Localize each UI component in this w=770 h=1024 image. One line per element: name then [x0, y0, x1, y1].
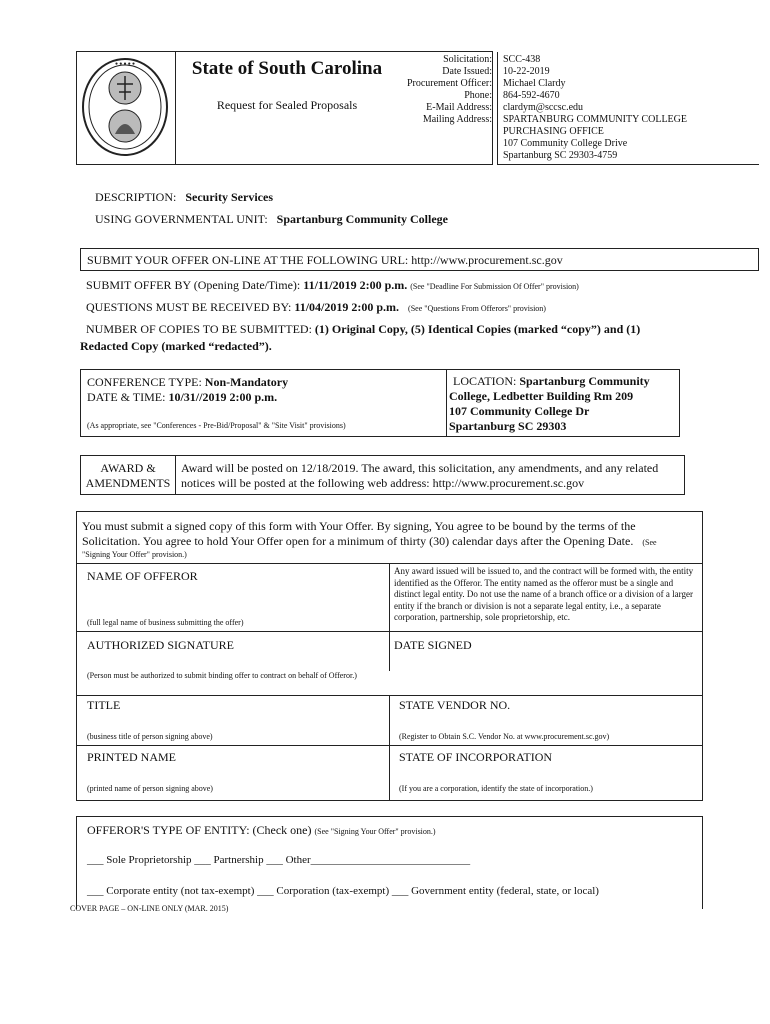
printed-name-field[interactable]	[187, 749, 385, 777]
signature-label: AUTHORIZED SIGNATURE	[87, 638, 234, 652]
meta-value: 107 Community College Drive	[503, 138, 628, 149]
meta-label: Mailing Address:	[422, 114, 492, 125]
copies-row	[86, 322, 640, 337]
questions-value: 11/04/2019 2:00 p.m.	[294, 300, 400, 314]
entity-heading-note: (See "Signing Your Offer" provision.)	[314, 827, 436, 836]
signing-intro-note-1: (See	[642, 538, 657, 547]
meta-divider	[497, 52, 498, 164]
description-value: Security Services	[185, 190, 273, 204]
entity-options-1[interactable]: ___ Sole Proprietorship ___ Partnership ___ Other_____________________________	[87, 854, 471, 866]
description-label: DESCRIPTION:	[95, 190, 177, 204]
date-signed-label: DATE SIGNED	[394, 638, 472, 652]
copies-label: NUMBER OF COPIES TO BE SUBMITTED:	[86, 322, 312, 336]
meta-value: Spartanburg SC 29303-4759	[503, 150, 618, 161]
location-line-3: 107 Community College Dr	[449, 404, 590, 418]
offeror-name-field[interactable]	[87, 582, 382, 616]
location-box	[446, 369, 680, 437]
location-line-4: Spartanburg SC 29303	[449, 419, 567, 433]
incorporation-note: (If you are a corporation, identify the state of incorporation.)	[399, 784, 593, 793]
title-note: (business title of person signing above)	[87, 732, 213, 741]
conference-type-value: Non-Mandatory	[204, 375, 289, 389]
award-entity-note: Any award issued will be issued to, and the contract will be formed with, the entity identified as the Offeror. The entity named as the offeror must be a single and distinct legal entity. Do not use the name of a branch office or a division of a larger entity if the branch or division is not a separate legal entity, i.e., a separate corporation, partnership, sole proprietorship, etc.	[394, 566, 694, 622]
printed-name-label: PRINTED NAME	[87, 750, 176, 764]
questions-row	[86, 300, 546, 315]
governmental-unit-label: USING GOVERNMENTAL UNIT:	[95, 212, 268, 226]
offeror-name-note: (full legal name of business submitting the offer)	[87, 618, 244, 627]
conference-date-label: DATE & TIME:	[87, 390, 166, 404]
vendor-no-label: STATE VENDOR NO.	[399, 698, 511, 712]
grid-divider	[389, 631, 390, 671]
entity-options-2[interactable]: ___ Corporate entity (not tax-exempt) ___ Corporation (tax-exempt) ___ Government entity (federal, state, or local)	[87, 885, 599, 897]
date-signed-field[interactable]	[477, 636, 697, 666]
submit-by-value: 11/11/2019 2:00 p.m.	[303, 278, 408, 292]
conference-type-label: CONFERENCE TYPE:	[87, 375, 202, 389]
solicitation-meta-labels	[388, 54, 492, 126]
title-field[interactable]	[137, 697, 385, 725]
signing-intro-1: You must submit a signed copy of this form with Your Offer. By signing, You agree to be bound by the terms of the	[82, 519, 636, 533]
submit-by-note: (See "Deadline For Submission Of Offer" provision)	[410, 282, 579, 291]
vendor-no-field[interactable]	[527, 697, 697, 725]
location-line-2: College, Ledbetter Building Rm 209	[449, 389, 634, 403]
page-subtitle: Request for Sealed Proposals	[216, 98, 358, 112]
meta-value: SCC-438	[503, 54, 541, 65]
award-text-1: Award will be posted on 12/18/2019. The award, this solicitation, any amendments, and any related	[181, 461, 659, 475]
signing-section	[76, 511, 703, 801]
submit-by-label: SUBMIT OFFER BY (Opening Date/Time):	[86, 278, 301, 292]
meta-label: Procurement Officer:	[406, 78, 492, 89]
governmental-unit-row	[95, 212, 448, 227]
entity-heading-row	[87, 823, 436, 838]
title-label: TITLE	[87, 698, 121, 712]
signature-field[interactable]	[227, 636, 385, 666]
footer-text: COVER PAGE – ON-LINE ONLY (MAR. 2015)	[70, 904, 229, 913]
meta-value: PURCHASING OFFICE	[503, 126, 604, 137]
meta-label: Solicitation:	[443, 54, 492, 65]
signature-note: (Person must be authorized to submit binding offer to contract on behalf of Offeror.)	[87, 671, 357, 680]
location-line-1	[453, 374, 650, 389]
meta-bottom-rule	[497, 164, 759, 165]
meta-value: 10-22-2019	[503, 66, 550, 77]
meta-value: clardym@sccsc.edu	[503, 102, 584, 113]
governmental-unit-value: Spartanburg Community College	[276, 212, 448, 226]
award-text-box	[175, 455, 685, 495]
award-label-2: AMENDMENTS	[85, 476, 171, 490]
meta-label: Date Issued:	[442, 66, 492, 77]
conference-note: (As appropriate, see "Conferences - Pre-Bid/Proposal" & "Site Visit" provisions)	[87, 421, 346, 430]
copies-value-2: Redacted Copy (marked “redacted”).	[80, 339, 272, 353]
meta-value: 864-592-4670	[503, 90, 560, 101]
description-row	[95, 190, 273, 205]
solicitation-meta-values	[503, 54, 753, 162]
signing-intro-note-2: "Signing Your Offer" provision.)	[82, 550, 187, 559]
questions-label: QUESTIONS MUST BE RECEIVED BY:	[86, 300, 292, 314]
meta-value: Michael Clardy	[503, 78, 566, 89]
signing-intro-2: Solicitation. You agree to hold Your Offer open for a minimum of thirty (30) calendar days after the Opening Date.	[82, 534, 634, 548]
conference-type-row	[87, 375, 288, 390]
conference-box	[80, 369, 447, 437]
meta-label: E-Mail Address:	[426, 102, 492, 113]
vendor-no-note: (Register to Obtain S.C. Vendor No. at www.procurement.sc.gov)	[399, 732, 610, 741]
award-text-2: notices will be posted at the following web address: http://www.procurement.sc.gov	[181, 476, 585, 490]
award-label-1: AWARD &	[100, 461, 156, 475]
signing-intro-2-row	[82, 534, 657, 549]
award-label-box	[80, 455, 176, 495]
state-seal-icon	[81, 56, 169, 158]
submit-by-row	[86, 278, 579, 293]
svg-text:● ● ● ● ●: ● ● ● ● ●	[114, 62, 136, 67]
grid-divider	[389, 563, 390, 631]
offeror-name-label: NAME OF OFFEROR	[87, 569, 198, 583]
conference-date-value: 10/31//2019 2:00 p.m.	[168, 390, 278, 404]
meta-label: Phone:	[464, 90, 492, 101]
copies-value-1: (1) Original Copy, (5) Identical Copies (marked “copy”) and (1)	[314, 322, 641, 336]
printed-name-note: (printed name of person signing above)	[87, 784, 213, 793]
conference-date-row	[87, 390, 277, 405]
grid-divider	[389, 695, 390, 800]
location-label: LOCATION:	[453, 374, 517, 388]
entity-type-box	[76, 816, 703, 909]
meta-value: SPARTANBURG COMMUNITY COLLEGE	[503, 114, 687, 125]
submit-url-text: SUBMIT YOUR OFFER ON-LINE AT THE FOLLOWING URL: http://www.procurement.sc.gov	[87, 253, 563, 267]
page-title: State of South Carolina	[191, 58, 383, 79]
entity-heading: OFFEROR'S TYPE OF ENTITY: (Check one)	[87, 823, 312, 837]
incorporation-label: STATE OF INCORPORATION	[399, 750, 553, 764]
submit-url-box	[80, 248, 759, 271]
questions-note: (See "Questions From Offerors" provision)	[408, 304, 546, 313]
incorporation-field[interactable]	[567, 749, 697, 777]
location-value: Spartanburg Community	[519, 374, 650, 388]
